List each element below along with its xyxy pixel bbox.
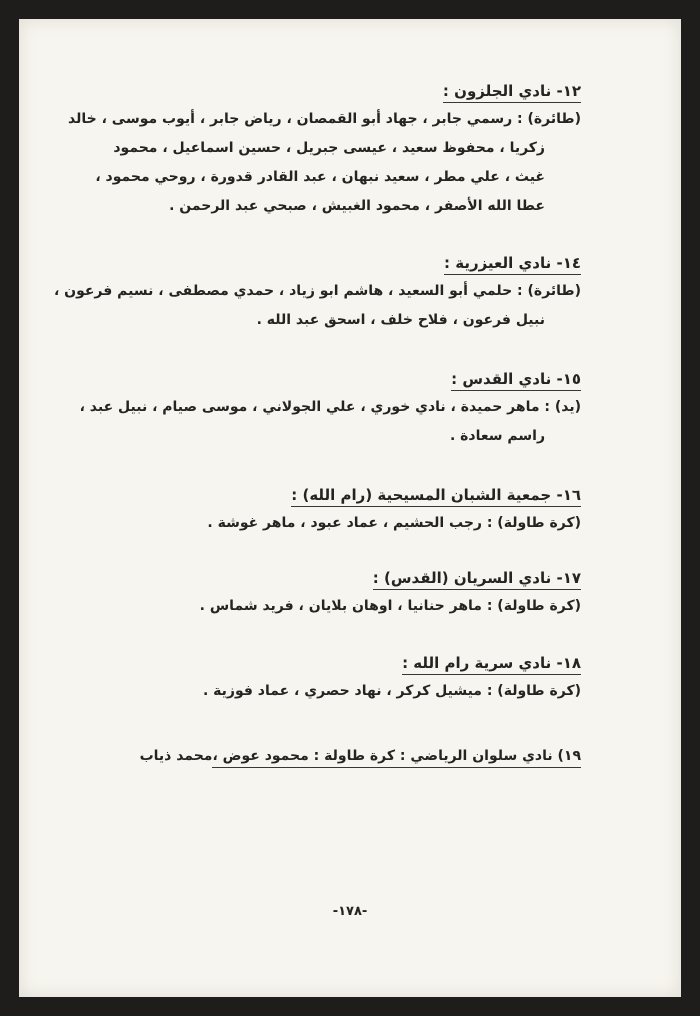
- section-15: [69, 369, 581, 451]
- section-heading: ١٢- نادي الجلزون :: [443, 81, 581, 103]
- section-heading: ١٨- نادي سرية رام الله :: [402, 653, 581, 675]
- text-line: زكريا ، محفوظ سعيد ، عيسى جبريل ، حسين اسماعيل ، محمود: [113, 140, 545, 156]
- section-heading: ١٤- نادي العيزرية :: [444, 253, 581, 275]
- text-line: (يد) : ماهر حميدة ، نادي خوري ، علي الجولاني ، موسى صيام ، نبيل عبد ،: [79, 399, 581, 415]
- section-19-rest: محمد ذياب: [139, 748, 213, 764]
- page-content: [53, 81, 581, 771]
- text-line: نبيل فرعون ، فلاح خلف ، اسحق عبد الله .: [256, 312, 545, 328]
- section-18: [69, 653, 581, 706]
- section-16: [69, 485, 581, 538]
- text-line: (كرة طاولة) : رجب الحشيم ، عماد عبود ، ماهر غوشة .: [207, 515, 581, 531]
- page-number: -١٧٨-: [332, 904, 368, 919]
- text-line: غيث ، علي مطر ، سعيد نبهان ، عبد القادر قدورة ، روحي محمود ،: [95, 169, 545, 185]
- section-heading: ١٦- جمعية الشبان المسيحية (رام الله) :: [291, 485, 581, 507]
- section-12: [69, 81, 581, 221]
- text-line: عطا الله الأصفر ، محمود الغبيش ، صبحي عبد الرحمن .: [169, 198, 545, 214]
- document-page: [19, 19, 681, 997]
- text-line: [69, 742, 581, 771]
- text-line: (طائرة) : حلمي أبو السعيد ، هاشم ابو زياد ، حمدي مصطفى ، نسيم فرعون ،: [53, 283, 581, 299]
- section-19: [69, 742, 581, 771]
- text-line: (طائرة) : رسمي جابر ، جهاد أبو القمصان ، رياض جابر ، أيوب موسى ، خالد: [68, 111, 581, 127]
- section-19-underlined: ١٩) نادي سلوان الرياضي : كرة طاولة : محمود عوض ،: [212, 746, 581, 768]
- section-heading: ١٧- نادي السريان (القدس) :: [373, 568, 581, 590]
- section-14: [53, 253, 581, 335]
- section-17: [69, 568, 581, 621]
- text-line: (كرة طاولة) : ميشيل كركر ، نهاد حصري ، عماد فوزية .: [202, 683, 581, 699]
- section-heading: ١٥- نادي القدس :: [451, 369, 581, 391]
- text-line: راسم سعادة .: [449, 428, 545, 444]
- text-line: (كرة طاولة) : ماهر حنانيا ، اوهان بلايان ، فريد شماس .: [199, 598, 581, 614]
